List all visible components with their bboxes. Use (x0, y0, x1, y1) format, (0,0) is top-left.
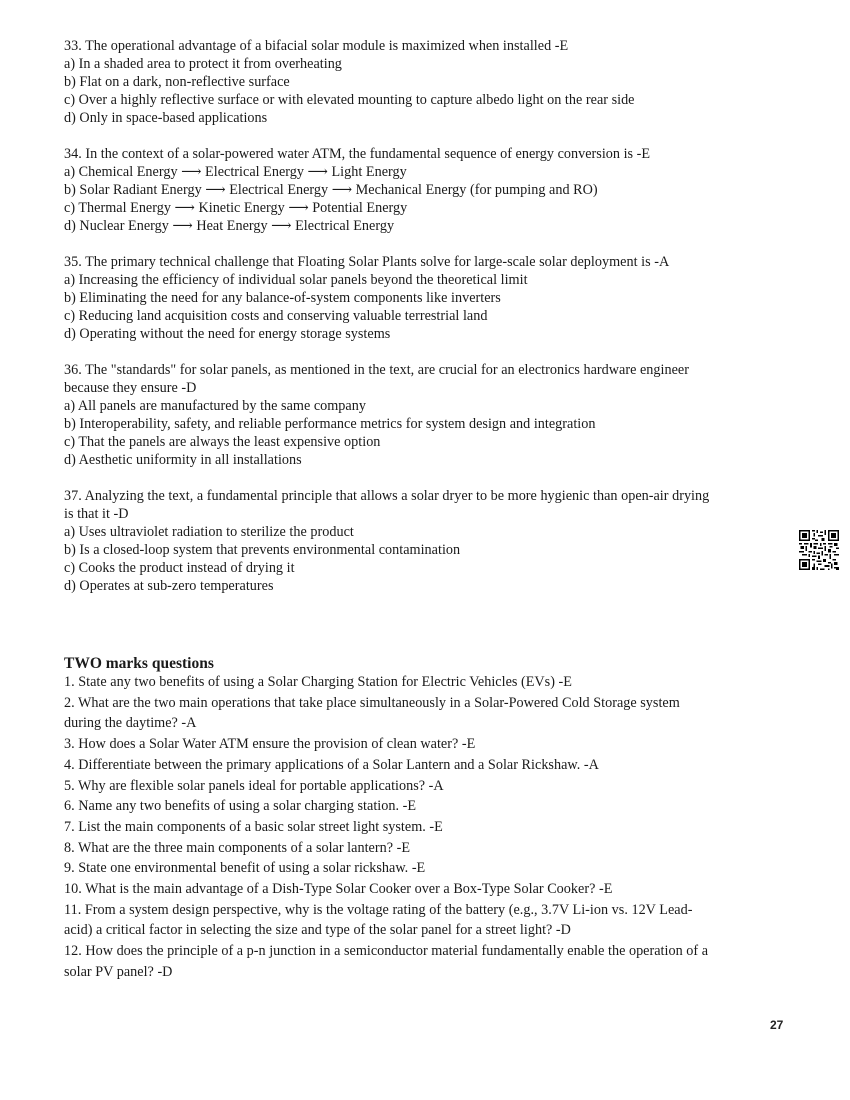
option-d: d) Only in space-based applications (64, 110, 268, 126)
list-item: acid) a critical factor in selecting the size and type of the solar panel for a street light? -D (64, 922, 571, 939)
option-a: a) In a shaded area to protect it from overheating (64, 56, 342, 72)
question-text: 34. In the context of a solar-powered water ATM, the fundamental sequence of energy conversion is -E (64, 146, 651, 162)
list-item: 4. Differentiate between the primary applications of a Solar Lantern and a Solar Rickshaw. -A (64, 756, 599, 773)
option-a: a) Uses ultraviolet radiation to sterilize the product (64, 524, 354, 540)
question-text-line-1: 37. Analyzing the text, a fundamental principle that allows a solar dryer to be more hygienic than open-air drying (64, 488, 710, 504)
list-item: 5. Why are flexible solar panels ideal for portable applications? -A (64, 777, 444, 794)
question-text-line-2: is that it -D (64, 506, 129, 522)
two-marks-questions (64, 672, 784, 983)
option-c: c) Over a highly reflective surface or with elevated mounting to capture albedo light on the rear side (64, 92, 635, 108)
option-d: d) Aesthetic uniformity in all installations (64, 452, 302, 468)
question-35 (64, 253, 784, 343)
option-d: d) Operating without the need for energy storage systems (64, 326, 391, 342)
option-d: d) Operates at sub-zero temperatures (64, 578, 274, 594)
list-item: 12. How does the principle of a p-n junction in a semiconductor material fundamentally enable the operation of a (64, 943, 709, 960)
option-c: c) Cooks the product instead of drying it (64, 560, 295, 576)
question-37 (64, 487, 784, 595)
question-text-line-1: 36. The "standards" for solar panels, as mentioned in the text, are crucial for an electronics hardware engineer (64, 362, 689, 378)
option-b: b) Interoperability, safety, and reliable performance metrics for system design and integration (64, 416, 596, 432)
list-item: solar PV panel? -D (64, 963, 173, 980)
option-c: c) Reducing land acquisition costs and conserving valuable terrestrial land (64, 308, 488, 324)
option-a: a) Increasing the efficiency of individual solar panels beyond the theoretical limit (64, 272, 528, 288)
option-b: b) Flat on a dark, non-reflective surface (64, 74, 290, 90)
option-a: a) All panels are manufactured by the same company (64, 398, 366, 414)
option-c: c) Thermal Energy ⟶ Kinetic Energy ⟶ Potential Energy (64, 200, 408, 216)
page-number: 27 (770, 1018, 784, 1032)
question-text: 33. The operational advantage of a bifacial solar module is maximized when installed -E (64, 38, 569, 54)
option-d: d) Nuclear Energy ⟶ Heat Energy ⟶ Electrical Energy (64, 218, 395, 234)
list-item: 7. List the main components of a basic solar street light system. -E (64, 818, 443, 835)
qr-code-icon (799, 530, 839, 570)
list-item: 1. State any two benefits of using a Solar Charging Station for Electric Vehicles (EVs) -E (64, 674, 572, 690)
list-item: 8. What are the three main components of a solar lantern? -E (64, 839, 411, 856)
question-text: 35. The primary technical challenge that Floating Solar Plants solve for large-scale solar deployment is -A (64, 254, 670, 270)
option-c: c) That the panels are always the least expensive option (64, 434, 381, 450)
list-item: during the daytime? -A (64, 715, 197, 732)
option-b: b) Is a closed-loop system that prevents environmental contamination (64, 542, 461, 558)
list-item: 6. Name any two benefits of using a solar charging station. -E (64, 798, 417, 815)
list-item: 11. From a system design perspective, why is the voltage rating of the battery (e.g., 3.7V Li-ion vs. 12V Lead- (64, 901, 693, 918)
question-34 (64, 145, 784, 235)
question-33 (64, 37, 784, 127)
list-item: 10. What is the main advantage of a Dish-Type Solar Cooker over a Box-Type Solar Cooker? -E (64, 881, 613, 898)
section-heading: TWO marks questions (64, 655, 214, 672)
list-item: 2. What are the two main operations that take place simultaneously in a Solar-Powered Cold Storage system (64, 694, 680, 711)
list-item: 9. State one environmental benefit of using a solar rickshaw. -E (64, 860, 426, 877)
option-b: b) Solar Radiant Energy ⟶ Electrical Energy ⟶ Mechanical Energy (for pumping and RO) (64, 182, 598, 198)
question-text-line-2: because they ensure -D (64, 380, 197, 396)
option-b: b) Eliminating the need for any balance-of-system components like inverters (64, 290, 501, 306)
question-36 (64, 361, 784, 469)
option-a: a) Chemical Energy ⟶ Electrical Energy ⟶ Light Energy (64, 164, 407, 180)
list-item: 3. How does a Solar Water ATM ensure the provision of clean water? -E (64, 736, 476, 753)
